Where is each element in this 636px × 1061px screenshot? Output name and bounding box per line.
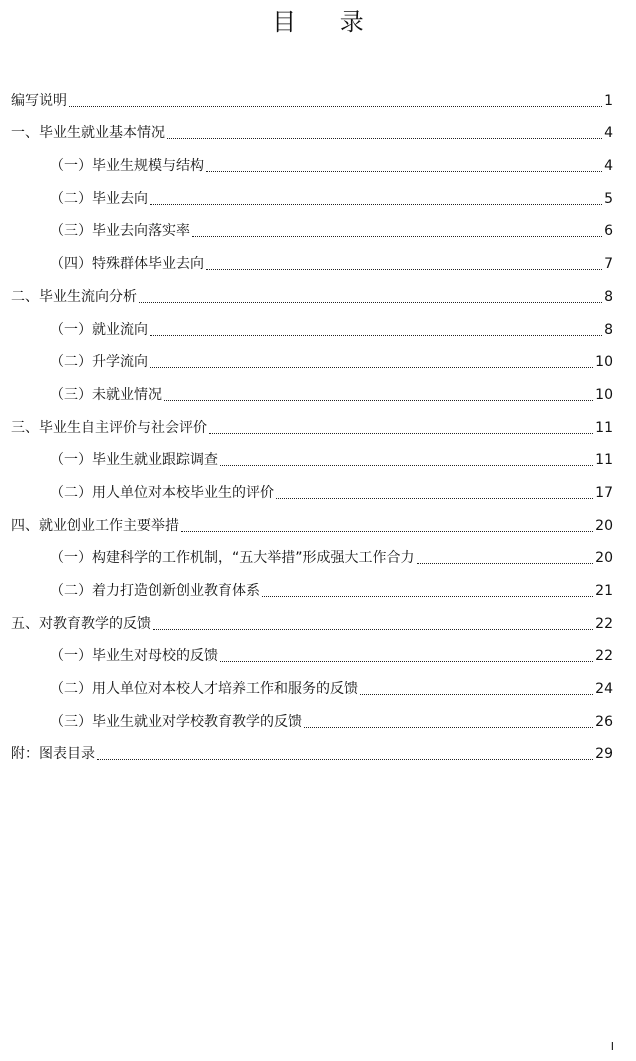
toc-leader-dots xyxy=(164,399,593,401)
toc-entry-page: 6 xyxy=(604,223,613,240)
toc-entry-page: 5 xyxy=(604,190,613,207)
toc-entry-label: 附：图表目录 xyxy=(11,746,95,763)
toc-entry-label: （一）毕业生规模与结构 xyxy=(50,158,204,175)
toc-entry-label: 二、毕业生流向分析 xyxy=(11,288,137,305)
toc-entry-section-4-2[interactable] xyxy=(11,570,613,603)
toc-entry-section-4-1[interactable] xyxy=(11,538,613,571)
toc-entry-section-5-1[interactable] xyxy=(11,636,613,669)
toc-entry-section-2[interactable] xyxy=(11,276,613,309)
toc-entry-section-1[interactable] xyxy=(11,113,613,146)
toc-entry-page: 24 xyxy=(595,681,613,698)
toc-entry-page: 22 xyxy=(595,648,613,665)
toc-entry-label: 一、毕业生就业基本情况 xyxy=(11,125,165,142)
toc-entry-label: （三）未就业情况 xyxy=(50,386,162,403)
toc-entry-appendix-figures[interactable] xyxy=(11,734,613,767)
toc-entry-page: 26 xyxy=(595,713,613,730)
toc-entry-section-3[interactable] xyxy=(11,407,613,440)
toc-leader-dots xyxy=(360,693,593,695)
toc-entry-label: （三）毕业去向落实率 xyxy=(50,223,190,240)
toc-entry-section-4[interactable] xyxy=(11,505,613,538)
toc-entry-label: （三）毕业生就业对学校教育教学的反馈 xyxy=(50,713,302,730)
toc-entry-page: 29 xyxy=(595,746,613,763)
toc-entry-page: 17 xyxy=(595,484,613,501)
toc-entry-section-5[interactable] xyxy=(11,603,613,636)
toc-leader-dots xyxy=(206,170,602,172)
toc-leader-dots xyxy=(150,203,602,205)
toc-entry-section-3-2[interactable] xyxy=(11,472,613,505)
toc-entry-page: 8 xyxy=(604,288,613,305)
toc-entry-section-5-3[interactable] xyxy=(11,701,613,734)
toc-entry-page: 20 xyxy=(595,517,613,534)
toc-entry-page: 22 xyxy=(595,615,613,632)
toc-entry-label: 四、就业创业工作主要举措 xyxy=(11,517,179,534)
toc-leader-dots xyxy=(153,628,593,630)
toc-entry-label: （二）用人单位对本校毕业生的评价 xyxy=(50,484,274,501)
toc-entry-page: 8 xyxy=(604,321,613,338)
toc-leader-dots xyxy=(417,562,594,564)
toc-entry-label: 编写说明 xyxy=(11,92,67,109)
table-of-contents xyxy=(11,80,613,766)
toc-leader-dots xyxy=(206,268,602,270)
toc-entry-section-1-4[interactable] xyxy=(11,243,613,276)
toc-leader-dots xyxy=(262,595,593,597)
toc-entry-section-2-2[interactable] xyxy=(11,342,613,375)
toc-leader-dots xyxy=(220,464,593,466)
toc-entry-section-2-1[interactable] xyxy=(11,309,613,342)
toc-entry-section-5-2[interactable] xyxy=(11,668,613,701)
toc-entry-page: 21 xyxy=(595,583,613,599)
toc-leader-dots xyxy=(139,301,602,303)
toc-leader-dots xyxy=(150,366,593,368)
toc-entry-label: （二）着力打造创新创业教育体系 xyxy=(50,583,260,599)
toc-entry-label: （四）特殊群体毕业去向 xyxy=(50,256,204,273)
toc-entry-label: （二）毕业去向 xyxy=(50,190,148,207)
toc-entry-page: 4 xyxy=(604,158,613,175)
toc-entry-section-1-3[interactable] xyxy=(11,211,613,244)
page-number-footer: I xyxy=(610,1040,614,1053)
toc-entry-page: 4 xyxy=(604,125,613,142)
toc-leader-dots xyxy=(304,726,593,728)
toc-entry-page: 11 xyxy=(595,452,613,469)
toc-entry-label: （二）升学流向 xyxy=(50,354,148,371)
toc-entry-page: 11 xyxy=(595,419,613,436)
toc-leader-dots xyxy=(276,497,593,499)
toc-leader-dots xyxy=(69,105,602,107)
toc-leader-dots xyxy=(167,137,602,139)
toc-leader-dots xyxy=(97,758,593,760)
toc-entry-compilation-notes[interactable] xyxy=(11,80,613,113)
toc-entry-label: （一）毕业生对母校的反馈 xyxy=(50,648,218,665)
toc-entry-label: 五、对教育教学的反馈 xyxy=(11,615,151,632)
toc-entry-page: 10 xyxy=(595,386,613,403)
toc-entry-page: 7 xyxy=(604,256,613,273)
toc-leader-dots xyxy=(209,432,593,434)
toc-entry-section-2-3[interactable] xyxy=(11,374,613,407)
toc-entry-label: （一）就业流向 xyxy=(50,321,148,338)
toc-entry-page: 20 xyxy=(595,550,613,567)
toc-entry-section-1-1[interactable] xyxy=(11,145,613,178)
toc-leader-dots xyxy=(181,530,593,532)
toc-entry-label: （一）毕业生就业跟踪调查 xyxy=(50,452,218,469)
toc-leader-dots xyxy=(192,235,602,237)
toc-leader-dots xyxy=(150,334,602,336)
page-title: 目 录 xyxy=(272,8,382,36)
toc-entry-label: （一）构建科学的工作机制，“五大举措”形成强大工作合力 xyxy=(50,550,415,567)
toc-entry-page: 10 xyxy=(595,354,613,371)
toc-leader-dots xyxy=(220,660,593,662)
toc-entry-label: 三、毕业生自主评价与社会评价 xyxy=(11,419,207,436)
toc-entry-page: 1 xyxy=(604,92,613,109)
toc-entry-section-1-2[interactable] xyxy=(11,178,613,211)
toc-entry-section-3-1[interactable] xyxy=(11,440,613,473)
toc-entry-label: （二）用人单位对本校人才培养工作和服务的反馈 xyxy=(50,681,358,698)
